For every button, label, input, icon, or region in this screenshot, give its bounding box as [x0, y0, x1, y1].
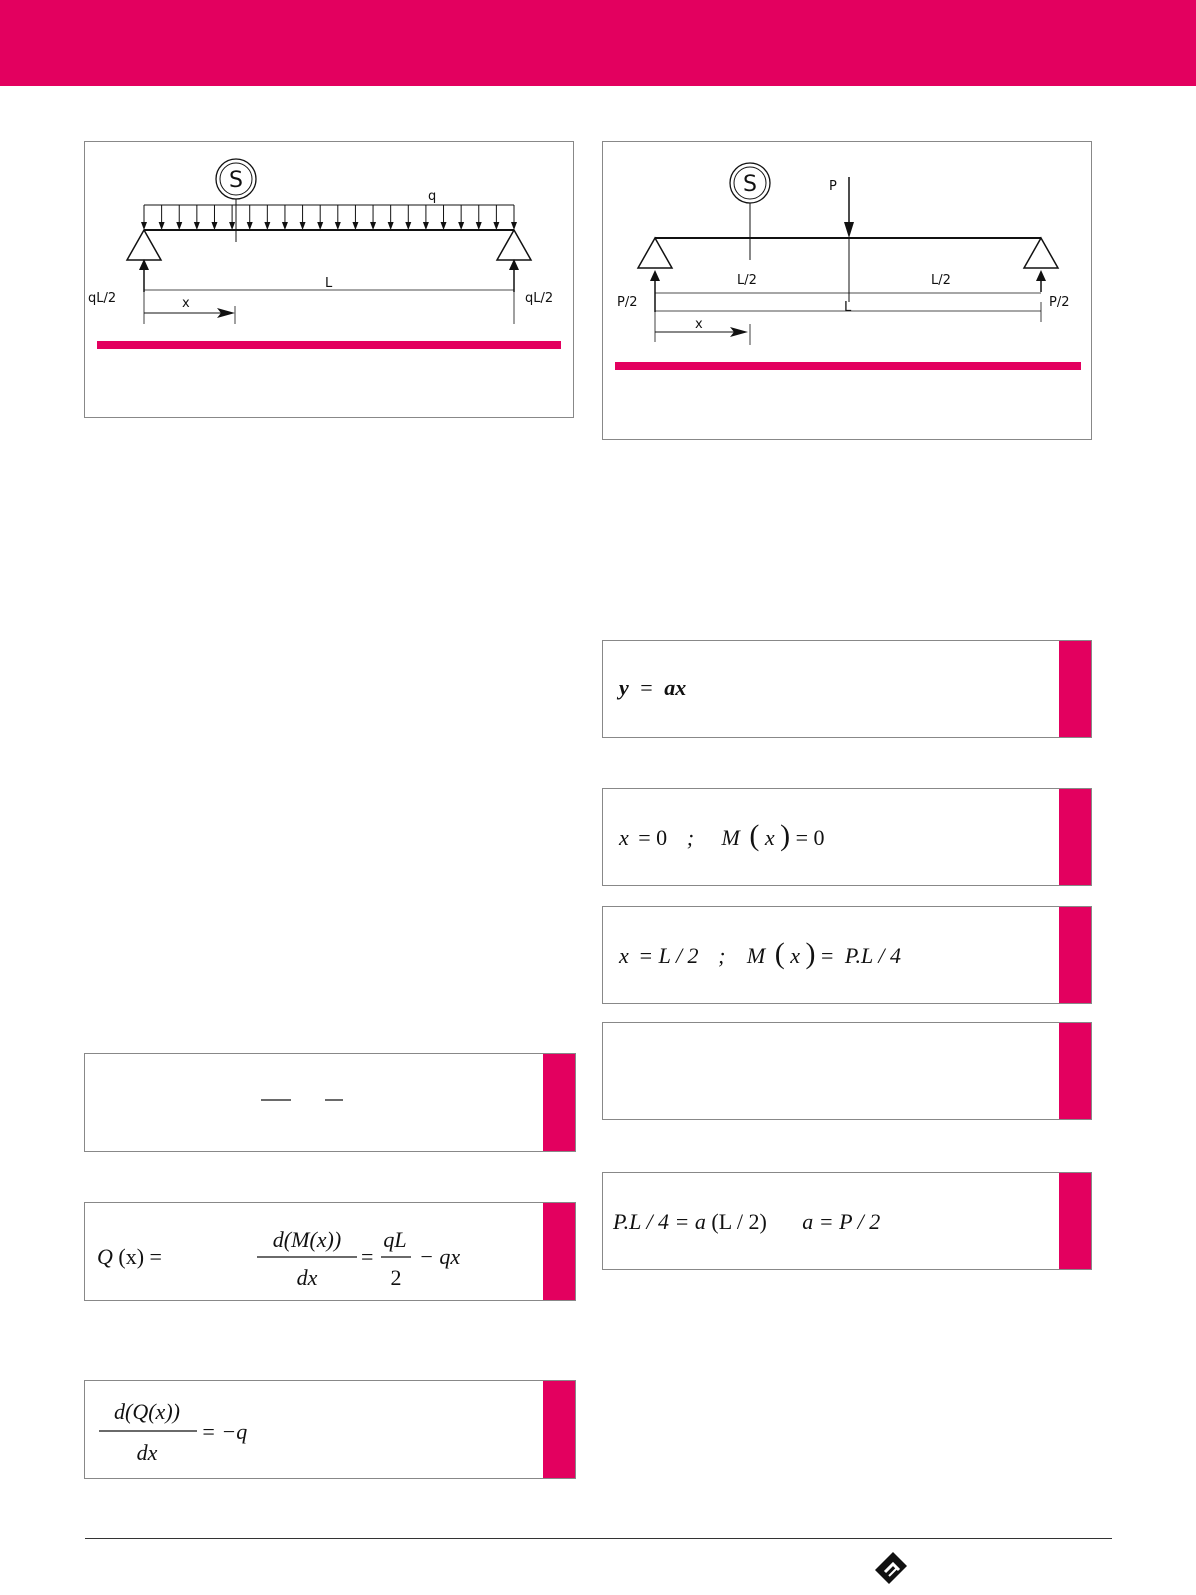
beam-diagram-distributed: [85, 142, 575, 419]
svg-text:d(Q(x)): d(Q(x)): [114, 1399, 180, 1424]
left-support-icon: [127, 230, 161, 260]
formula-linear: [602, 640, 1092, 738]
load-arrowhead: [176, 222, 182, 230]
beam-diagram-point: [603, 142, 1093, 441]
svg-text:qL: qL: [383, 1227, 407, 1252]
formula-solve-a: [602, 1172, 1092, 1270]
svg-text:=: =: [361, 1244, 374, 1269]
equals: =: [640, 675, 653, 700]
svg-text:Q (x) =: Q (x) =: [97, 1244, 162, 1269]
load-arrowhead: [229, 222, 235, 230]
figure-caption-bar: [97, 341, 561, 349]
half-span-right-label: L/2: [931, 273, 951, 288]
load-arrowhead: [159, 222, 165, 230]
load-arrowhead: [317, 222, 323, 230]
formula-blank: [602, 1022, 1092, 1120]
load-label-p: P: [829, 179, 837, 194]
svg-text:P.L / 4 = a (L / 2): P.L / 4 = a (L / 2) a = P / 2: [613, 1209, 881, 1234]
span-label: L: [844, 300, 852, 315]
publisher-logo-icon: [873, 1548, 909, 1588]
left-support-icon: [638, 238, 672, 268]
load-arrowhead: [476, 222, 482, 230]
load-arrowhead: [441, 222, 447, 230]
load-arrowhead: [247, 222, 253, 230]
formula-tab: [1059, 1173, 1091, 1269]
footer-rule: [85, 1538, 1112, 1539]
right-support-icon: [1024, 238, 1058, 268]
load-arrowhead: [264, 222, 270, 230]
load-arrowhead: [352, 222, 358, 230]
figure-point-load: [602, 141, 1092, 440]
load-arrowhead: [493, 222, 499, 230]
distributed-load-arrows: [141, 205, 517, 230]
reaction-right-label: P/2: [1049, 295, 1070, 310]
formula-tab: [1059, 907, 1091, 1003]
span-label: L: [325, 276, 333, 291]
section-symbol: S: [229, 168, 243, 193]
load-arrowhead: [458, 222, 464, 230]
formula-boundary-1: [602, 788, 1092, 886]
x-label: x: [695, 317, 703, 332]
load-arrowhead: [388, 222, 394, 230]
header-bar: [0, 0, 1196, 86]
svg-text:dx: dx: [136, 1440, 158, 1465]
load-arrowhead: [423, 222, 429, 230]
formula-tab: [543, 1203, 575, 1300]
formula-shear: [84, 1202, 576, 1301]
formula-tab: [543, 1054, 575, 1151]
section-symbol: S: [743, 172, 757, 197]
svg-text:x = 0 ; M: x = 0 ; M ( x ) = 0: [619, 819, 825, 852]
figure-distributed-load: [84, 141, 574, 418]
ax-term: ax: [664, 675, 687, 700]
load-arrowhead: [370, 222, 376, 230]
y-var: y: [619, 675, 629, 700]
reaction-left-label: P/2: [617, 295, 638, 310]
load-arrowhead: [405, 222, 411, 230]
formula-tab: [1059, 1023, 1091, 1119]
x-label: x: [182, 296, 190, 311]
formula-tab: [1059, 641, 1091, 737]
reaction-right-label: qL/2: [525, 291, 554, 306]
point-load-arrow-icon: [844, 222, 854, 238]
formula-dq: [84, 1380, 576, 1479]
svg-text:− qx: − qx: [419, 1244, 461, 1269]
formula-tab: [543, 1381, 575, 1478]
svg-text:dx: dx: [296, 1265, 318, 1290]
svg-text:x = L / 2 ;: x = L / 2 ; M ( x ) = P.L / 4: [619, 937, 901, 970]
formula-tab: [1059, 789, 1091, 885]
load-label-q: q: [428, 189, 437, 204]
load-arrowhead: [300, 222, 306, 230]
half-span-left-label: L/2: [737, 273, 757, 288]
formula-partial: [84, 1053, 576, 1152]
right-support-icon: [497, 230, 531, 260]
svg-text:y = ax: [616, 675, 686, 700]
svg-text:2: 2: [390, 1265, 402, 1290]
load-arrowhead: [194, 222, 200, 230]
load-arrowhead: [211, 222, 217, 230]
formula-boundary-2: [602, 906, 1092, 1004]
svg-text:= −q: = −q: [201, 1419, 248, 1444]
figure-caption-bar: [615, 362, 1081, 370]
load-arrowhead: [282, 222, 288, 230]
svg-text:d(M(x)): d(M(x)): [272, 1227, 342, 1252]
load-arrowhead: [335, 222, 341, 230]
reaction-left-label: qL/2: [88, 291, 117, 306]
